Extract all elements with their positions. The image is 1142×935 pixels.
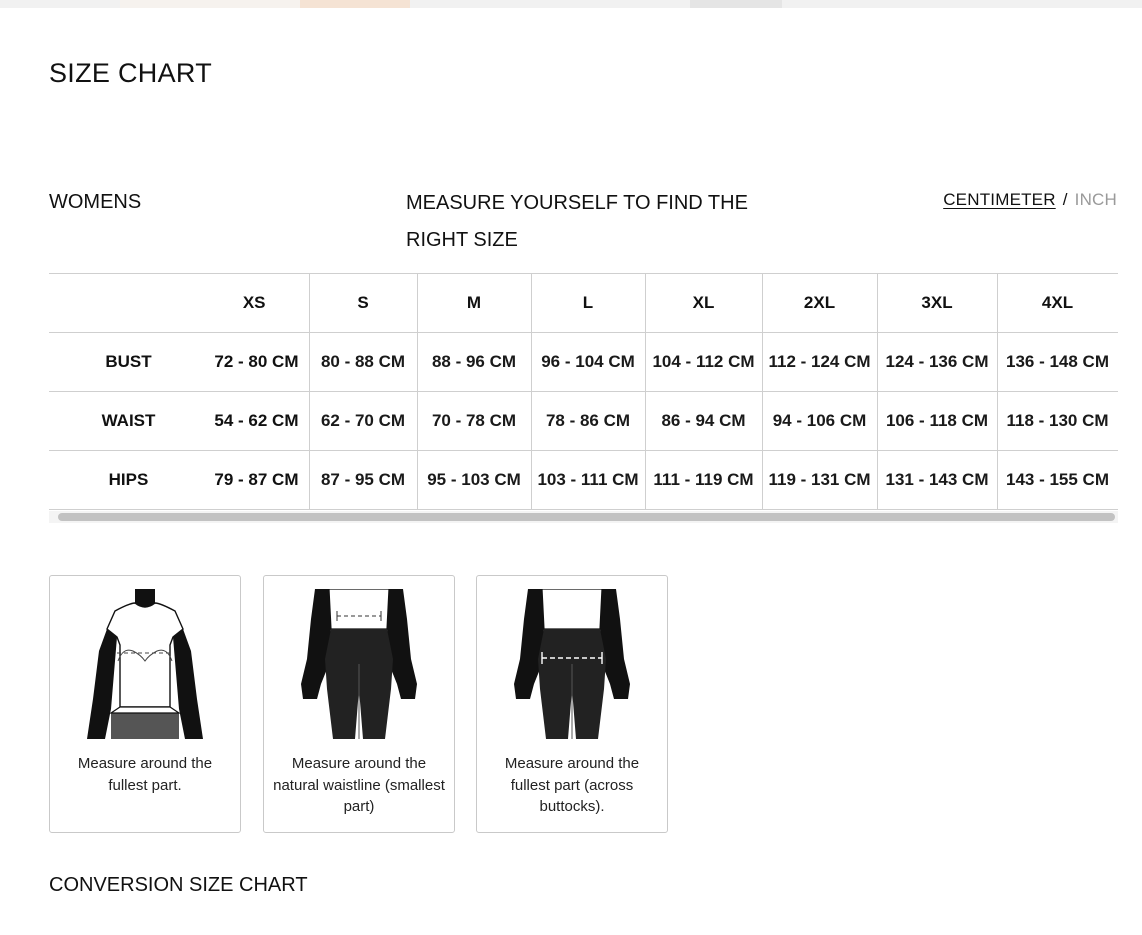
guide-card-bust — [49, 575, 241, 833]
conversion-chart-title: CONVERSION SIZE CHART — [49, 874, 308, 896]
header-cell — [49, 274, 208, 333]
size-table — [49, 273, 1118, 510]
measure-instructions: MEASURE YOURSELF TO FIND THE RIGHT SIZE — [406, 192, 748, 251]
table-cell: 72 - 80 CM — [208, 333, 309, 392]
table-cell: 118 - 130 CM — [997, 392, 1118, 451]
section-label-womens: WOMENS — [49, 191, 142, 213]
unit-centimeter-link[interactable]: CENTIMETER — [943, 190, 1056, 209]
header-cell: L — [531, 274, 645, 333]
table-row — [49, 392, 1118, 451]
table-cell: 124 - 136 CM — [877, 333, 997, 392]
table-cell: 111 - 119 CM — [645, 451, 762, 510]
table-cell: 95 - 103 CM — [417, 451, 531, 510]
guide-card-hips — [476, 575, 668, 833]
row-label: WAIST — [49, 392, 208, 451]
unit-separator: / — [1062, 190, 1068, 209]
table-cell: 103 - 111 CM — [531, 451, 645, 510]
table-cell: 70 - 78 CM — [417, 392, 531, 451]
hips-measure-figure-icon — [512, 589, 632, 739]
bust-measure-figure-icon — [85, 589, 205, 739]
table-header-row — [49, 274, 1118, 333]
unit-inch-link[interactable]: INCH — [1074, 190, 1117, 209]
table-cell: 136 - 148 CM — [997, 333, 1118, 392]
table-cell: 112 - 124 CM — [762, 333, 877, 392]
table-cell: 106 - 118 CM — [877, 392, 997, 451]
table-cell: 62 - 70 CM — [309, 392, 417, 451]
guide-caption: Measure around the fullest part. — [77, 755, 213, 794]
table-cell: 54 - 62 CM — [208, 392, 309, 451]
row-label: BUST — [49, 333, 208, 392]
guide-caption: Measure around the fullest part (across buttocks). — [504, 755, 640, 815]
size-table-scroller[interactable] — [49, 273, 1118, 523]
table-row — [49, 333, 1118, 392]
table-cell: 104 - 112 CM — [645, 333, 762, 392]
header-cell: S — [309, 274, 417, 333]
horizontal-scrollbar[interactable] — [49, 511, 1118, 523]
header-cell: 3XL — [877, 274, 997, 333]
hero-image-strip — [0, 0, 1142, 8]
table-cell: 96 - 104 CM — [531, 333, 645, 392]
table-cell: 80 - 88 CM — [309, 333, 417, 392]
header-cell: 4XL — [997, 274, 1118, 333]
table-row — [49, 451, 1118, 510]
scrollbar-thumb[interactable] — [58, 513, 1115, 521]
table-cell: 79 - 87 CM — [208, 451, 309, 510]
row-label: HIPS — [49, 451, 208, 510]
table-cell: 94 - 106 CM — [762, 392, 877, 451]
header-cell: M — [417, 274, 531, 333]
guide-card-waist — [263, 575, 455, 833]
table-cell: 131 - 143 CM — [877, 451, 997, 510]
table-cell: 78 - 86 CM — [531, 392, 645, 451]
header-cell: XL — [645, 274, 762, 333]
table-cell: 143 - 155 CM — [997, 451, 1118, 510]
waist-measure-figure-icon — [299, 589, 419, 739]
table-cell: 87 - 95 CM — [309, 451, 417, 510]
header-cell: 2XL — [762, 274, 877, 333]
unit-toggle — [943, 190, 1117, 210]
table-cell: 119 - 131 CM — [762, 451, 877, 510]
header-cell: XS — [208, 274, 309, 333]
guide-caption: Measure around the natural waistline (smallest part) — [273, 755, 445, 815]
table-cell: 86 - 94 CM — [645, 392, 762, 451]
table-cell: 88 - 96 CM — [417, 333, 531, 392]
page-title: SIZE CHART — [49, 58, 213, 88]
